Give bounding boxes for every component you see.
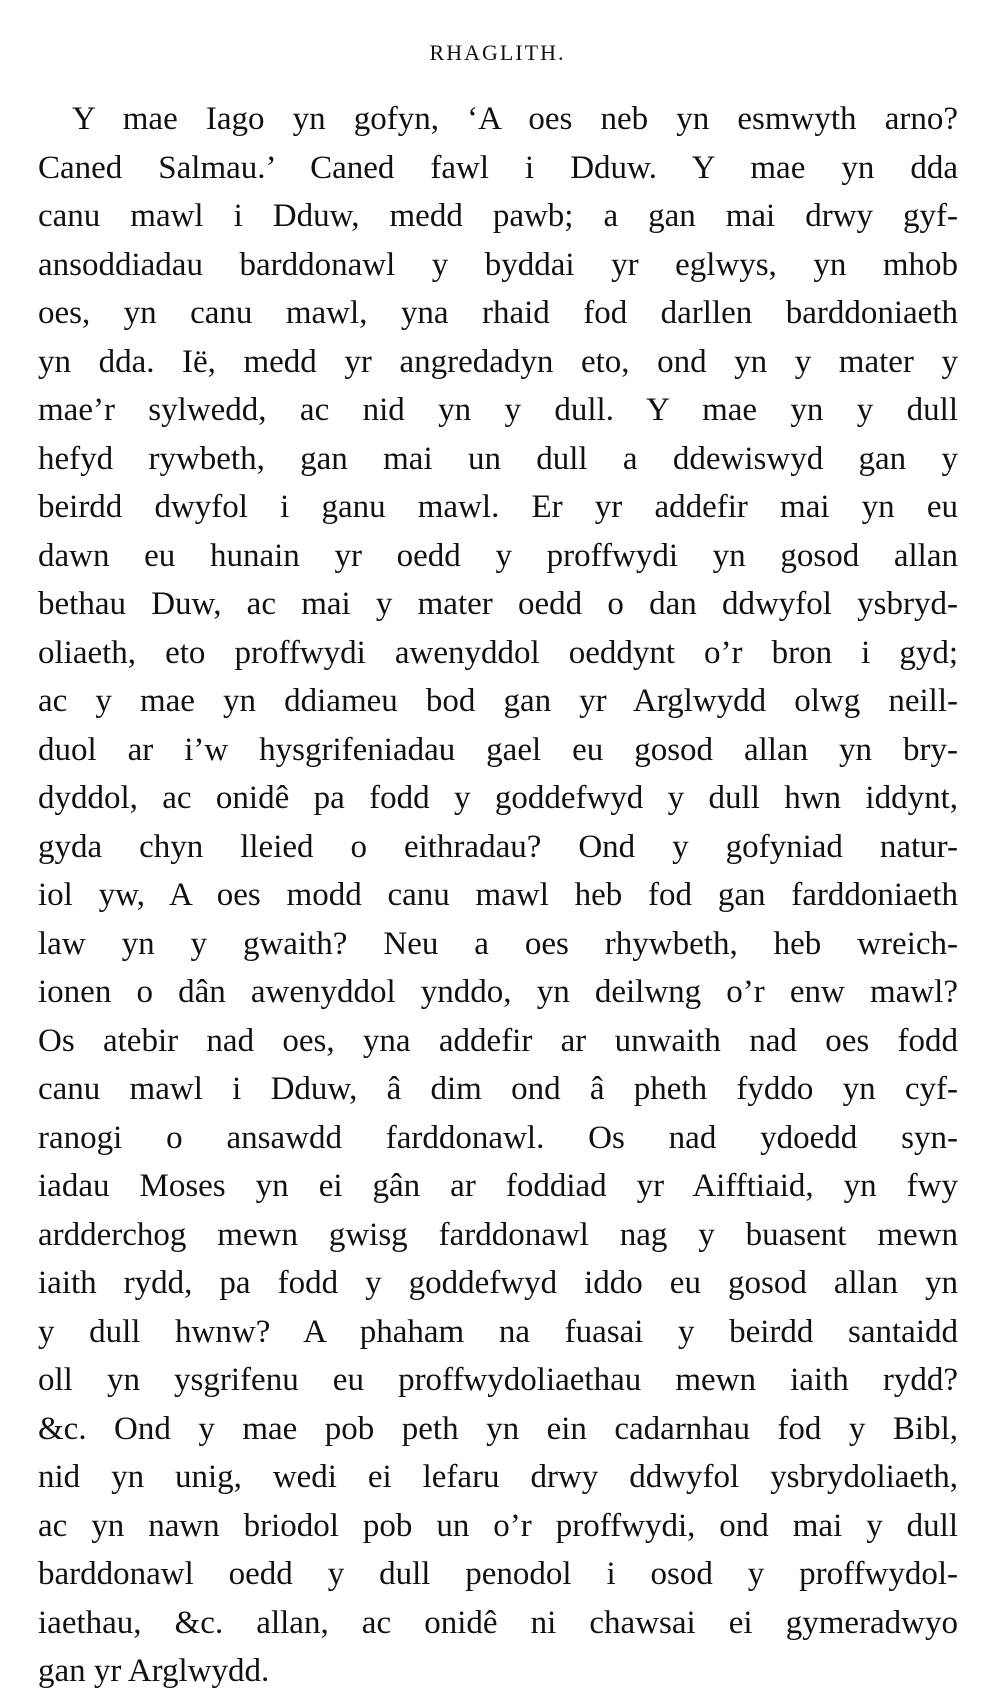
text-line: Y mae Iago yn gofyn, ‘A oes neb yn esmwyth arno? xyxy=(72,101,958,137)
text-line: mae’r sylwedd, ac nid yn y dull. Y mae yn y dull xyxy=(38,392,958,428)
text-line: ansoddiadau barddonawl y byddai yr eglwys, yn mhob xyxy=(38,246,958,283)
text-line: gan yr Arglwydd. xyxy=(38,1653,270,1689)
text-line: ac yn nawn briodol pob un o’r proffwydi, ond mai y dull xyxy=(38,1507,958,1544)
text-line: nid yn unig, wedi ei lefaru drwy ddwyfol ysbrydoliaeth, xyxy=(38,1459,958,1495)
text-line: duol ar i’w hysgrifeniadau gael eu gosod allan yn bry- xyxy=(38,731,958,768)
text-line: barddonawl oedd y dull penodol i osod y proffwydol- xyxy=(38,1556,958,1592)
text-line: iol yw, A oes modd canu mawl heb fod gan farddoniaeth xyxy=(38,877,958,913)
text-line: ionen o dân awenyddol ynddo, yn deilwng o’r enw mawl? xyxy=(38,974,958,1010)
text-line: bethau Duw, ac mai y mater oedd o dan ddwyfol ysbryd- xyxy=(38,586,958,622)
text-line: oliaeth, eto proffwydi awenyddol oeddynt o’r bron i gyd; xyxy=(38,634,958,671)
text-line: dawn eu hunain yr oedd y proffwydi yn gosod allan xyxy=(38,537,958,574)
text-line: iaethau, &c. allan, ac onidê ni chawsai ei gymeradwyo xyxy=(38,1604,958,1641)
text-line: Os atebir nad oes, yna addefir ar unwaith nad oes fodd xyxy=(38,1022,958,1059)
text-line: ac y mae yn ddiameu bod gan yr Arglwydd olwg neill- xyxy=(38,683,958,719)
text-line: iadau Moses yn ei gân ar foddiad yr Aifftiaid, yn fwy xyxy=(38,1168,958,1204)
text-line: yn dda. Iё, medd yr angredadyn eto, ond yn y mater y xyxy=(38,343,958,380)
text-line: hefyd rywbeth, gan mai un dull a ddewiswyd gan y xyxy=(38,440,958,477)
text-line: dyddol, ac onidê pa fodd y goddefwyd y dull hwn iddynt, xyxy=(38,780,958,816)
text-line: oll yn ysgrifenu eu proffwydoliaethau mewn iaith rydd? xyxy=(38,1362,958,1398)
body-paragraph xyxy=(38,95,958,1696)
text-line: ranogi o ansawdd farddonawl. Os nad ydoedd syn- xyxy=(38,1119,958,1156)
running-head: RHAGLITH. xyxy=(429,40,566,65)
text-line: law yn y gwaith? Neu a oes rhywbeth, heb wreich- xyxy=(38,925,958,962)
text-line: iaith rydd, pa fodd y goddefwyd iddo eu gosod allan yn xyxy=(38,1265,958,1301)
text-line: &c. Ond y mae pob peth yn ein cadarnhau fod y Bibl, xyxy=(38,1410,958,1447)
text-line: ardderchog mewn gwisg farddonawl nag y buasent mewn xyxy=(38,1216,958,1253)
text-line: canu mawl i Dduw, medd pawb; a gan mai drwy gyf- xyxy=(38,198,958,234)
text-line: y dull hwnw? A phaham na fuasai y beirdd santaidd xyxy=(38,1313,958,1350)
text-line: canu mawl i Dduw, â dim ond â pheth fyddo yn cyf- xyxy=(38,1071,958,1107)
text-line: gyda chyn lleied o eithradau? Ond y gofyniad natur- xyxy=(38,828,958,865)
text-line: Caned Salmau.’ Caned fawl i Dduw. Y mae yn dda xyxy=(38,149,958,186)
text-line: oes, yn canu mawl, yna rhaid fod darllen barddoniaeth xyxy=(38,295,958,331)
text-line: beirdd dwyfol i ganu mawl. Er yr addefir mai yn eu xyxy=(38,489,958,525)
